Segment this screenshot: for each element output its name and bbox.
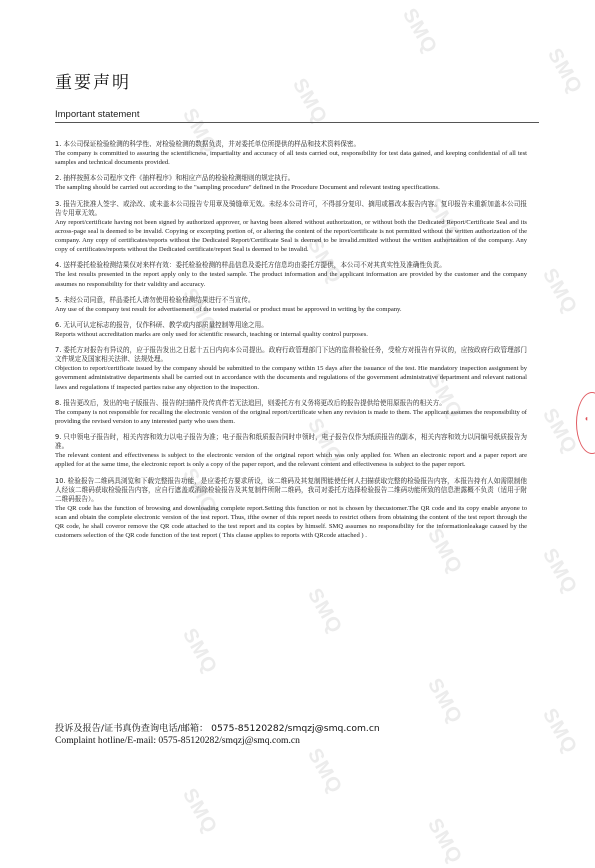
smq-watermark: SMQ [423, 674, 467, 728]
smq-watermark: SMQ [178, 464, 222, 518]
statement-item [55, 296, 527, 314]
contact-line-en: Complaint hotline/E-mail: 0575-85120282/smqzj@smq.com.cn [55, 735, 300, 746]
smq-watermark: SMQ [423, 369, 467, 423]
smq-watermark: SMQ [538, 544, 582, 598]
statement-item [55, 433, 527, 469]
smq-watermark: SMQ [303, 234, 347, 288]
statement-en: The sampling should be carried out according to the "sampling procedure" defined in the Procedure Document and relevant testing specifications. [55, 184, 440, 192]
statement-item [55, 477, 527, 541]
contact-line-cn: 投诉及报告/证书真伪查询电话/邮箱： 0575-85120282/smqzj@smq.com.cn [55, 723, 380, 734]
page-subtitle: Important statement [55, 109, 140, 120]
smq-watermark: SMQ [178, 784, 222, 838]
statement-item [55, 321, 527, 339]
statement-cn: 9. 只申领电子报告时，相关内容和效力以电子报告为准；电子报告和纸质报告同时申领时，电子报告仅作为纸质报告的副本，相关内容和效力以同编号纸质报告为准。 [55, 433, 527, 451]
smq-watermark: SMQ [538, 404, 582, 458]
statement-item [55, 174, 527, 192]
statement-en: The lest results presented in the report apply only to the tested sample. The product information and the applicant information are provided by the customer and the company assumes no responsibility for their validity and accuracy. [55, 271, 527, 288]
smq-watermark: SMQ [178, 624, 222, 678]
page-title: 重要声明 [55, 73, 131, 93]
statement-en: Reports without accreditation marks are only used for scientific research, teaching or internal quality control purposes. [55, 331, 368, 339]
smq-watermark: SMQ [303, 584, 347, 638]
smq-watermark: SMQ [288, 74, 332, 128]
smq-watermark: SMQ [398, 4, 442, 58]
smq-watermark: SMQ [178, 284, 222, 338]
statement-cn: 4. 送样委托检验检测结果仅对来样有效：委托检验检测的样品信息及委托方信息均由委托方提供，本公司不对其真实性及准确性负责。 [55, 261, 446, 270]
smq-watermark: SMQ [178, 104, 222, 158]
statement-cn: 2. 抽样按照本公司程序文件《抽样程序》和相应产品的检验检测细则的规定执行。 [55, 174, 295, 183]
seal-stamp-mark: ◖ [584, 414, 589, 423]
title-divider [55, 122, 539, 123]
smq-watermark: SMQ [303, 744, 347, 798]
statement-en: The company is committed to assuring the scientificness, impartiality and accuracy of all tests carried out, responsibility for test data gained, and keeping confidential of all test samples and technical documents provided. [55, 150, 527, 167]
statement-item [55, 140, 527, 167]
statement-cn: 1. 本公司保证检验检测的科学性、对检验检测的数据负责，并对委托单位所提供的样品和技术资料保密。 [55, 140, 361, 148]
statement-en: The company is not responsible for recalling the electronic version of the original report/certificate when any revision is made to them. The applicant assumes the responsibility of providing the revised version to any interested party who uses them. [55, 408, 527, 426]
smq-watermark: SMQ [423, 194, 467, 248]
smq-watermark: SMQ [538, 264, 582, 318]
statement-item [55, 200, 527, 255]
statement-cn: 3. 报告无批准人签字、或涂改、或未盖本公司报告专用章及骑缝章无效。未经本公司许可，不得部分复印、摘用或篡改本报告内容。复印报告未重新加盖本公司报告专用章无效。 [55, 199, 527, 217]
statement-list [55, 140, 527, 547]
statement-en: The relevant content and effectiveness is subject to the electronic version of the original report which was only applied for. When an electronic report and a paper report are applied for at the same time, the electronic report is only a copy of the paper report, and the relevant content and effectiveness is subject to the paper report. [55, 452, 527, 469]
statement-item [55, 346, 527, 392]
statement-cn: 6. 无认可认定标志的报告，仅作科研、教学或内部质量控制等用途之用。 [55, 321, 268, 330]
smq-watermark: SMQ [423, 524, 467, 578]
statement-cn: 7. 委托方对报告有异议的，应于报告发出之日起十五日内向本公司提出。政府行政管理部门下达的监督检验任务，受检方对报告有异议的，应按政府行政管理部门文件规定及国家相关法律、法规处理。 [55, 346, 527, 364]
statement-cn: 5. 未经公司同意，样品委托人请勿使用检验检测结果进行不当宣传。 [55, 295, 255, 304]
seal-stamp [576, 392, 595, 454]
statement-item [55, 399, 527, 426]
smq-watermark: SMQ [423, 814, 467, 868]
statement-en: The QR code has the function of browsing and downloading complete report.Setting this function or not is chosen by thecustomer.The QR code and its copy enable anyone to scan and obtain the complete electronic version of the test report. Thus, ifthe owner of this report needs to restrict others from obtaining the content of the test report through the QR code, he shall coveror remove the QR code attached to the test report and its copies by himself. SMQ assumes no responsibility for the informationleakage caused by the customers selection of the QR code function of the test report ( This clause applies to reports with QRcode attached ) . [55, 504, 527, 540]
smq-watermark: SMQ [303, 414, 347, 468]
statement-en: Any use of the company test result for advertisement of the tested material or product must be approved in writing by the company. [55, 305, 402, 313]
statement-cn: 8. 报告更改后，发出的电子版报告、报告的扫描件及传真件若无法追回，则委托方有义务将更改后的报告提供给使用原报告的相关方。 [55, 398, 446, 407]
statement-en: Objection to report/certificate issued by the company should be submitted to the company within 15 days after the issuance of the test. Hie mandatory inspection assignment by government administrative departments shall be carried out in accordance with the documents and regulations of the government administrative department and relevant national laws and regulations if inspected parties raise any objection to the inspection. [55, 365, 527, 391]
smq-watermark: SMQ [543, 44, 587, 98]
smq-watermark: SMQ [538, 704, 582, 758]
statement-cn: 10. 检验报告二维码具浏览和下载完整报告功能，是应委托方要求所设，该二维码及其复制图能使任何人扫描获取完整的检验报告内容，本报告持有人如需限制他人经该二维码获取检验报告内容，应自行遮盖或消除检验报告及其复制件所附二维码，我司对委托方选择检验报告二维码功能所致的信息泄露概不负责（适用于附二维码报告）。 [55, 476, 527, 503]
contact-block [55, 722, 535, 747]
statement-item [55, 261, 527, 288]
statement-en: Any report/certificate having not been signed by authorized approver, or having been altered without authorization, or without both the Dedicated Report/Certificate Seal and its across-page seal is deemed to be invalid. Copying or excerpting portion of, or altering the content of the report/certificate is not permitted without the written authorization of the company. Any copy of certificates/reports without the Dedicated Report/Certificate Seal is deemed to be invalid.rmitted without the written authorization of the company. Any copy of certificates/reports without the Dedicated certificate/report Seal is deemed to be invalid. [55, 218, 527, 254]
